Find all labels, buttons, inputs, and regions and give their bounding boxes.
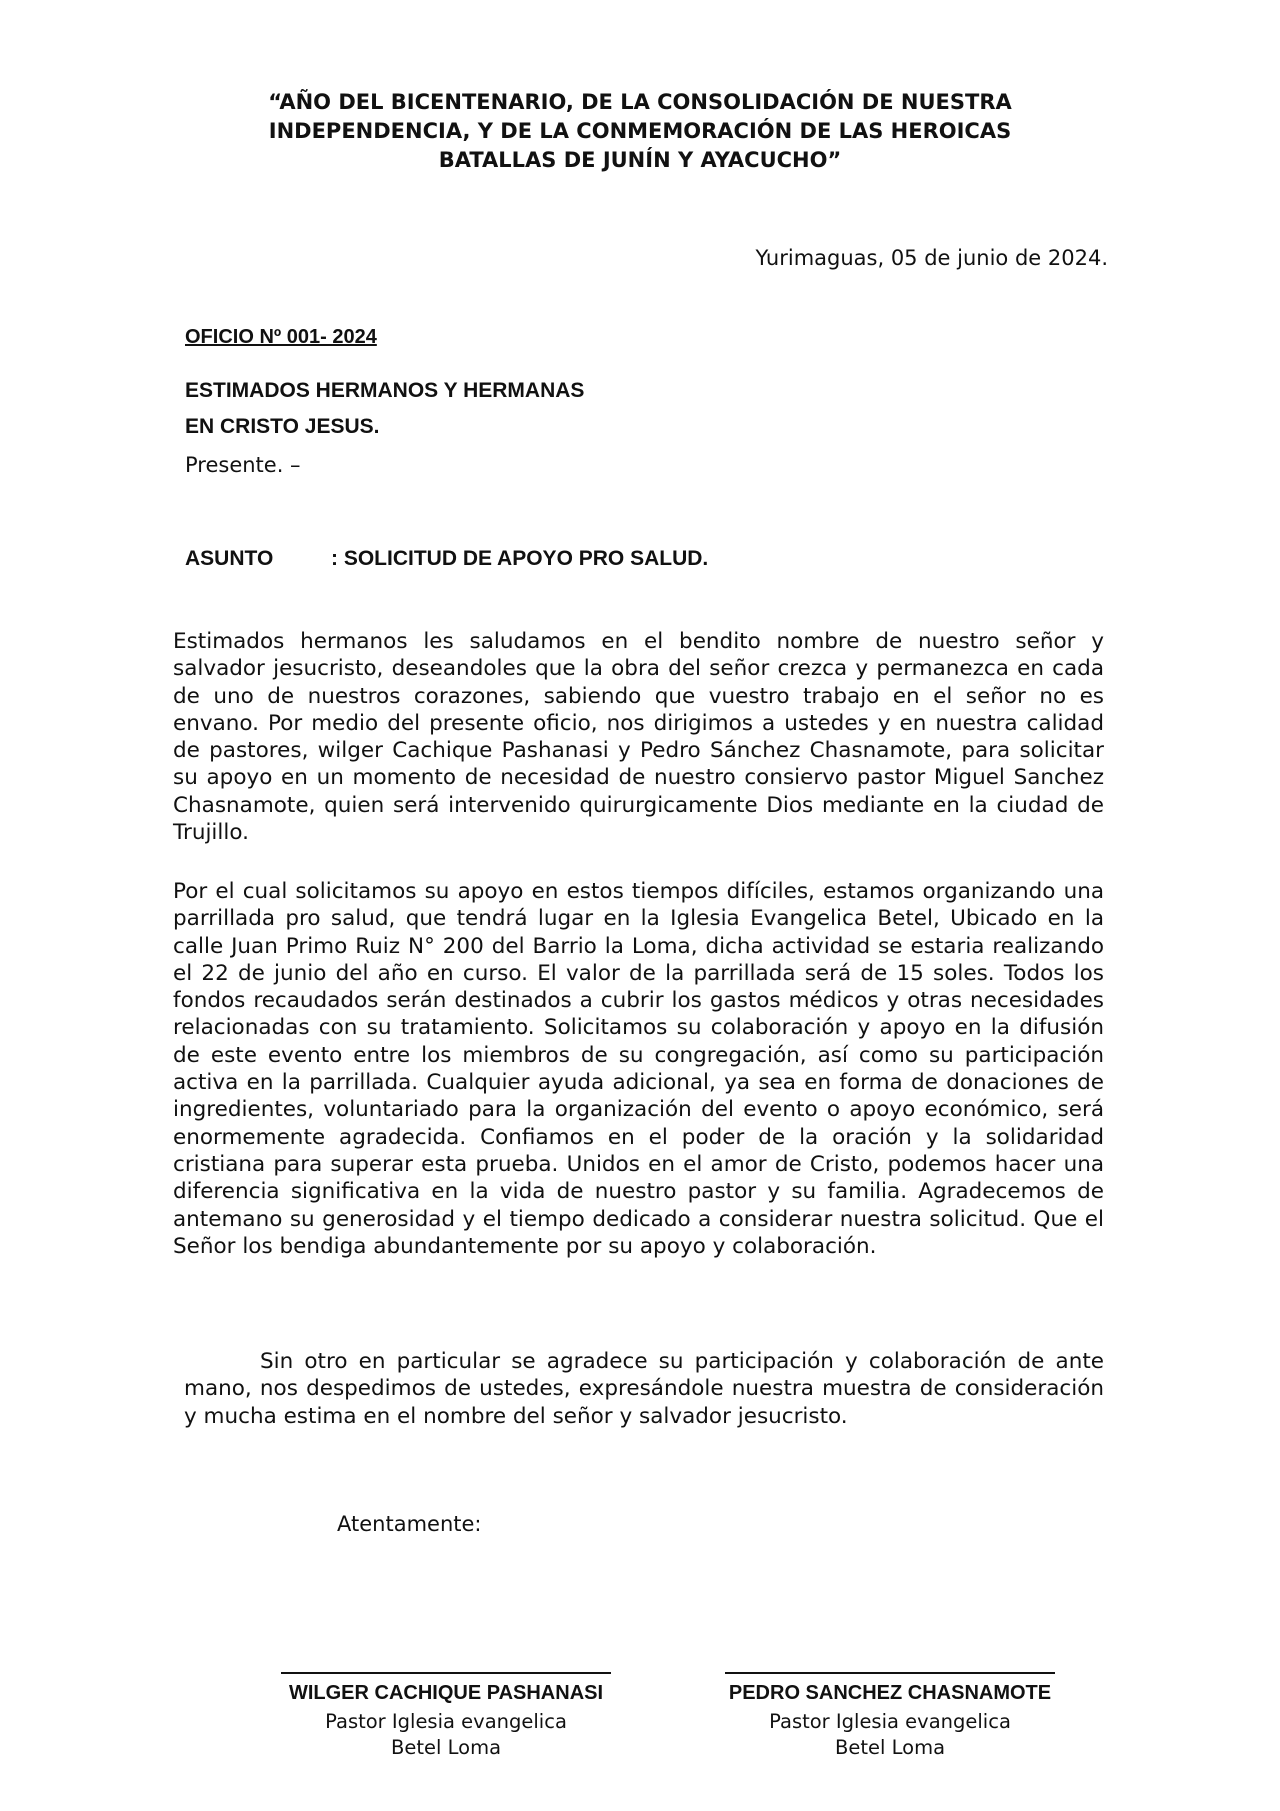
signer-church: Betel Loma [834, 1736, 946, 1759]
closing-salutation: Atentamente: [337, 1512, 482, 1536]
subject-label: ASUNTO [185, 547, 274, 570]
document-date: Yurimaguas, 05 de junio de 2024. [755, 246, 1108, 270]
signer-name: PEDRO SANCHEZ CHASNAMOTE [728, 1682, 1052, 1704]
motto-line: INDEPENDENCIA, Y DE LA CONMEMORACIÓN DE LAS HEROICAS [268, 119, 1012, 143]
signer-name: WILGER CACHIQUE PASHANASI [288, 1682, 604, 1704]
oficio-number: OFICIO Nº 001- 2024 [185, 326, 377, 348]
presente-label: Presente. – [185, 453, 301, 477]
motto-line: BATALLAS DE JUNÍN Y AYACUCHO” [438, 148, 842, 172]
motto-line: “AÑO DEL BICENTENARIO, DE LA CONSOLIDACIÓN DE NUESTRA [268, 90, 1012, 114]
body-paragraph-3: Sin otro en particular se agradece su participación y colaboración de ante mano, nos despedimos de ustedes, expresándole nuestra muestra de consideración y mucha estima en el nombre del señor y salvador jesucristo. [184, 1349, 1104, 1429]
signature-block-2 [710, 1672, 1070, 1761]
body-paragraph-2: Por el cual solicitamos su apoyo en estos tiempos difíciles, estamos organizando una parrillada pro salud, que tendrá lugar en la Iglesia Evangelica Betel, Ubicado en la calle Juan Primo Ruiz N° 200 del Barrio la Loma, dicha actividad se estaria realizando el 22 de junio del año en curso. El valor de la parrillada será de 15 soles. Todos los fondos recaudados serán destinados a cubrir los gastos médicos y otras necesidades relacionadas con su tratamiento. Solicitamos su colaboración y apoyo en la difusión de este evento entre los miembros de su congregación, así como su participación activa en la parrillada. Cualquier ayuda adicional, ya sea en forma de donaciones de ingredientes, voluntariado para la organización del evento o apoyo económico, será enormemente agradecida. Confiamos en el poder de la oración y la solidaridad cristiana para superar esta prueba. Unidos en el amor de Cristo, podemos hacer una diferencia significativa en la vida de nuestro pastor y su familia. Agradecemos de antemano su generosidad y el tiempo dedicado a considerar nuestra solicitud. Que el Señor los bendiga abundantemente por su apoyo y colaboración. [173, 879, 1104, 1259]
subject-value: : SOLICITUD DE APOYO PRO SALUD. [331, 547, 709, 570]
signature-line [281, 1672, 611, 1674]
signer-role: Pastor Iglesia evangelica [325, 1710, 567, 1733]
signer-role: Pastor Iglesia evangelica [769, 1710, 1011, 1733]
document-motto [160, 88, 1120, 175]
signature-block-1 [266, 1672, 626, 1761]
recipient-line-2: EN CRISTO JESUS. [185, 415, 380, 438]
signature-line [725, 1672, 1055, 1674]
subject-line [185, 547, 708, 571]
signer-church: Betel Loma [390, 1736, 502, 1759]
recipient-line-1: ESTIMADOS HERMANOS Y HERMANAS [185, 379, 585, 402]
body-paragraph-1: Estimados hermanos les saludamos en el bendito nombre de nuestro señor y salvador jesucristo, deseandoles que la obra del señor crezca y permanezca en cada de uno de nuestros corazones, sabiendo que vuestro trabajo en el señor no es envano. Por medio del presente oficio, nos dirigimos a ustedes y en nuestra calidad de pastores, wilger Cachique Pashanasi y Pedro Sánchez Chasnamote, para solicitar su apoyo en un momento de necesidad de nuestro consiervo pastor Miguel Sanchez Chasnamote, quien será intervenido quirurgicamente Dios mediante en la ciudad de Trujillo. [173, 629, 1104, 846]
